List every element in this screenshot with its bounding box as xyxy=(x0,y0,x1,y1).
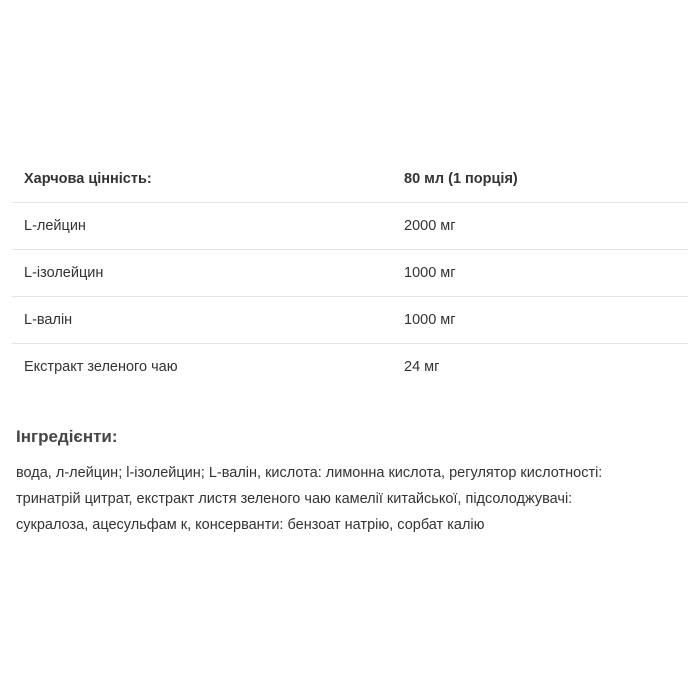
ingredients-heading: Інгредієнти: xyxy=(16,427,118,446)
nutrition-table xyxy=(12,156,688,390)
table-row xyxy=(12,344,688,391)
table-row xyxy=(12,297,688,344)
nutrient-amount: 2000 мг xyxy=(392,203,688,250)
nutrition-header-row xyxy=(12,156,688,203)
nutrition-header-serving: 80 мл (1 порція) xyxy=(392,156,688,203)
nutrient-name: L-лейцин xyxy=(12,203,392,250)
nutrient-amount: 1000 мг xyxy=(392,297,688,344)
ingredients-line: сукралоза, ацесульфам к, консерванти: бензоат натрію, сорбат калію xyxy=(16,517,485,533)
nutrient-amount: 24 мг xyxy=(404,359,440,375)
ingredients-text xyxy=(16,460,688,538)
nutrient-amount: 1000 мг xyxy=(392,250,688,297)
table-row xyxy=(12,203,688,250)
nutrition-header-label: Харчова цінність: xyxy=(12,156,392,203)
nutrient-name: L-валін xyxy=(12,297,392,344)
table-row xyxy=(12,250,688,297)
ingredients-line: вода, л-лейцин; l-ізолейцин; L-валін, кислота: лимонна кислота, регулятор кислотності: xyxy=(16,465,603,481)
nutrient-name: L-ізолейцин xyxy=(12,250,392,297)
ingredients-line: тринатрій цитрат, екстракт листя зеленого чаю камелії китайської, підсолоджувачі: xyxy=(16,491,573,507)
nutrient-name: Екстракт зеленого чаю xyxy=(24,359,178,375)
